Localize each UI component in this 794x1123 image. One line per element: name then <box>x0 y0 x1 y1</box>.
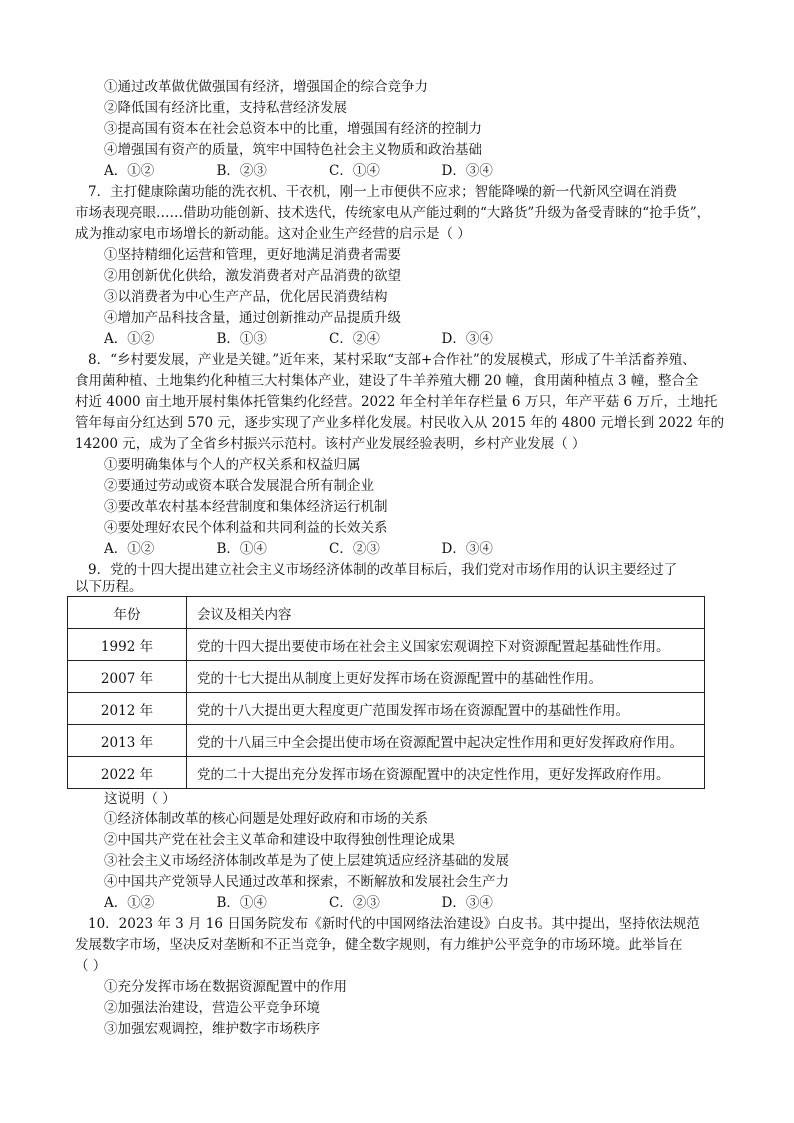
table-cell-content: 党的十八届三中全会提出使市场在资源配置中起决定性作用和更好发挥政府作用。 <box>187 725 705 757</box>
q8-item-3: ③要改革农村基本经营制度和集体经济运行机制 <box>104 499 388 515</box>
q6-item-3: ③提高国有资本在社会总资本中的比重，增强国有经济的控制力 <box>104 121 482 137</box>
option-d: D．③④ <box>441 163 493 179</box>
table-cell-year: 2013 年 <box>68 725 187 757</box>
table-header: 年份 <box>68 597 187 629</box>
option-d: D．③④ <box>441 895 493 911</box>
q10-stem-2: 发展数字市场，坚决反对垄断和不正当竞争，健全数字规则，有力维护公平竞争的市场环境。此举旨在 <box>75 937 683 953</box>
q8-stem-4: 管年每亩分红达到 570 元，逐步实现了产业多样化发展。村民收入从 2015 年的 4800 元增长到 2022 年的 <box>75 415 725 431</box>
table-cell-content: 党的十七大提出从制度上更好发挥市场在资源配置中的基础性作用。 <box>187 661 705 693</box>
q6-item-2: ②降低国有经济比重，支持私营经济发展 <box>104 100 347 116</box>
q10-stem-3: （ ） <box>75 958 107 974</box>
q6-item-4: ④增强国有资产的质量，筑牢中国特色社会主义物质和政治基础 <box>104 142 482 158</box>
history-table <box>67 596 705 789</box>
q7-stem-1: 7．主打健康除菌功能的洗衣机、干衣机，刚一上市便供不应求；智能降噪的新一代新风空调在消费 <box>88 184 678 200</box>
option-a: A．①② <box>104 331 155 347</box>
table-header: 会议及相关内容 <box>187 597 705 629</box>
option-b: B．①④ <box>216 541 267 557</box>
q8-stem-1: 8．“乡村要发展，产业是关键。”近年来，某村采取“支部+合作社”的发展模式，形成了牛羊活畜养殖、 <box>88 352 696 368</box>
q8-item-4: ④要处理好农民个体利益和共同利益的长效关系 <box>104 520 388 536</box>
q9-item-4: ④中国共产党领导人民通过改革和探索，不断解放和发展社会生产力 <box>104 874 509 890</box>
table-cell-content: 党的十四大提出要使市场在社会主义国家宏观调控下对资源配置起基础性作用。 <box>187 629 705 661</box>
q10-item-3: ③加强宏观调控，维护数字市场秩序 <box>104 1021 320 1037</box>
option-b: B．①④ <box>216 895 267 911</box>
q8-stem-3: 村近 4000 亩土地开展村集体托管集约化经营。2022 年全村羊年存栏量 6 万只，年产平菇 6 万斤，土地托 <box>75 394 718 410</box>
table-cell-year: 2022 年 <box>68 757 187 789</box>
option-b: B．②③ <box>216 163 267 179</box>
option-a: A．①② <box>104 163 155 179</box>
table-row <box>68 757 705 789</box>
q9-after: 这说明（ ） <box>104 791 176 807</box>
q7-item-1: ①坚持精细化运营和管理，更好地满足消费者需要 <box>104 247 401 263</box>
table-row <box>68 693 705 725</box>
table-cell-year: 2012 年 <box>68 693 187 725</box>
table-row <box>68 629 705 661</box>
q9-options <box>104 894 554 912</box>
q7-options <box>104 330 554 348</box>
q8-stem-5: 14200 元，成为了全省乡村振兴示范村。该村产业发展经验表明，乡村产业发展（ ） <box>75 436 586 452</box>
q6-options <box>104 162 554 180</box>
table-cell-year: 2007 年 <box>68 661 187 693</box>
q8-options <box>104 540 554 558</box>
q7-item-2: ②用创新优化供给，激发消费者对产品消费的欲望 <box>104 268 401 284</box>
q8-stem-2: 食用菌种植、土地集约化种植三大村集体产业，建设了牛羊养殖大棚 20 幢，食用菌种植点 3 幢，整合全 <box>75 373 699 389</box>
q7-item-3: ③以消费者为中心生产产品，优化居民消费结构 <box>104 289 388 305</box>
q10-item-2: ②加强法治建设，营造公平竞争环境 <box>104 1000 320 1016</box>
option-c: C．②③ <box>329 541 380 557</box>
table-row <box>68 661 705 693</box>
q9-item-3: ③社会主义市场经济体制改革是为了使上层建筑适应经济基础的发展 <box>104 853 509 869</box>
option-a: A．①② <box>104 895 155 911</box>
table-cell-content: 党的十八大提出更大程度更广范围发挥市场在资源配置中的基础性作用。 <box>187 693 705 725</box>
option-c: C．①④ <box>329 163 380 179</box>
q7-stem-2: 市场表现亮眼……借助功能创新、技术迭代，传统家电从产能过剩的“大路货”升级为备受青睐的“抢手货”， <box>75 205 711 221</box>
table-cell-content: 党的二十大提出充分发挥市场在资源配置中的决定性作用，更好发挥政府作用。 <box>187 757 705 789</box>
q7-item-4: ④增加产品科技含量，通过创新推动产品提质升级 <box>104 310 401 326</box>
option-d: D．③④ <box>441 331 493 347</box>
option-a: A．①② <box>104 541 155 557</box>
q8-item-1: ①要明确集体与个人的产权关系和权益归属 <box>104 457 361 473</box>
q7-stem-3: 成为推动家电市场增长的新动能。这对企业生产经营的启示是（ ） <box>75 226 471 242</box>
q9-stem-2: 以下历程。 <box>75 579 143 595</box>
option-d: D．③④ <box>441 541 493 557</box>
q9-item-2: ②中国共产党在社会主义革命和建设中取得独创性理论成果 <box>104 832 455 848</box>
table-cell-year: 1992 年 <box>68 629 187 661</box>
table-row <box>68 725 705 757</box>
q6-item-1: ①通过改革做优做强国有经济，增强国企的综合竞争力 <box>104 79 428 95</box>
option-c: C．②④ <box>329 331 380 347</box>
q8-item-2: ②要通过劳动或资本联合发展混合所有制企业 <box>104 478 374 494</box>
q9-item-1: ①经济体制改革的核心问题是处理好政府和市场的关系 <box>104 811 428 827</box>
option-c: C．②③ <box>329 895 380 911</box>
q10-item-1: ①充分发挥市场在数据资源配置中的作用 <box>104 979 347 995</box>
option-b: B．①③ <box>216 331 267 347</box>
q9-stem-1: 9．党的十四大提出建立社会主义市场经济体制的改革目标后，我们党对市场作用的认识主要经过了 <box>88 562 678 578</box>
table-header-row <box>68 597 705 629</box>
q10-stem-1: 10．2023 年 3 月 16 日国务院发布《新时代的中国网络法治建设》白皮书。其中提出，坚持依法规范 <box>88 916 700 932</box>
